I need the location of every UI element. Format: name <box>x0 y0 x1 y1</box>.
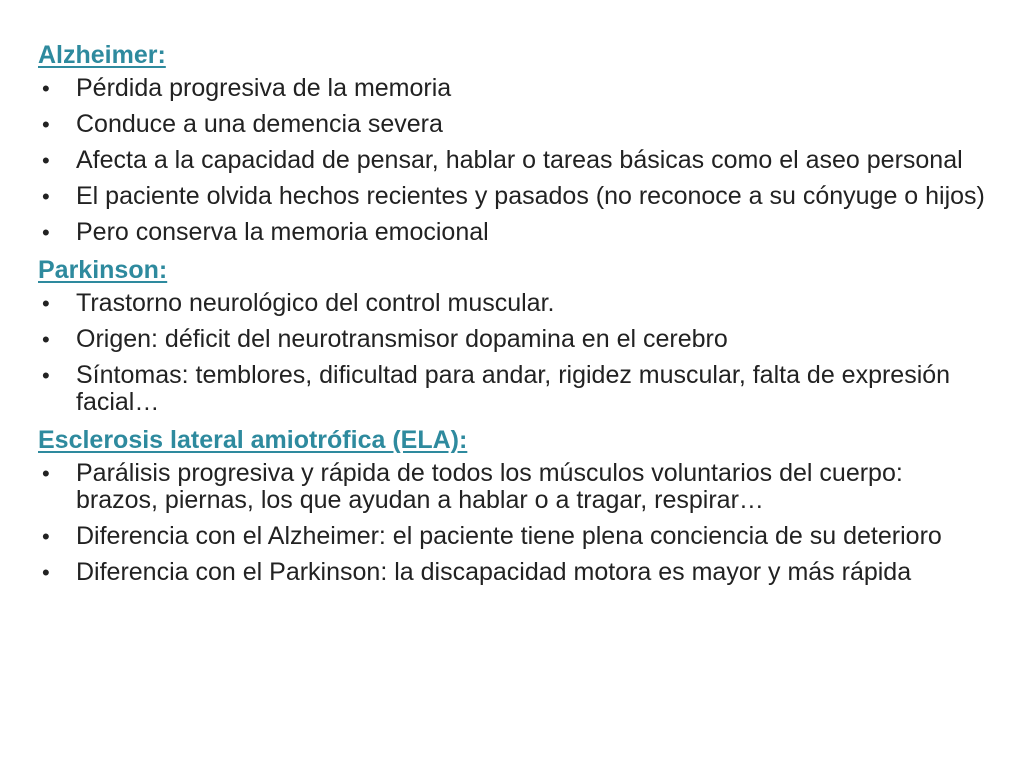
bullet-list-ela <box>38 460 988 586</box>
bullet-icon: • <box>42 112 50 137</box>
bullet-item <box>38 183 988 210</box>
bullet-icon: • <box>42 560 50 585</box>
bullet-item <box>38 362 988 416</box>
bullet-item <box>38 75 988 102</box>
bullet-item <box>38 290 988 317</box>
bullet-icon: • <box>42 291 50 316</box>
bullet-icon: • <box>42 461 50 486</box>
bullet-item <box>38 559 988 586</box>
bullet-item <box>38 147 988 174</box>
section-alzheimer <box>38 40 988 246</box>
section-heading-alzheimer: Alzheimer: <box>38 41 166 69</box>
bullet-item <box>38 326 988 353</box>
bullet-text: Parálisis progresiva y rápida de todos los músculos voluntarios del cuerpo: brazos, piernas, los que ayudan a hablar o a tragar, respirar… <box>76 459 903 514</box>
bullet-text: Origen: déficit del neurotransmisor dopamina en el cerebro <box>76 325 728 353</box>
bullet-text: El paciente olvida hechos recientes y pasados (no reconoce a su cónyuge o hijos) <box>76 182 985 210</box>
bullet-icon: • <box>42 148 50 173</box>
bullet-list-parkinson <box>38 290 988 416</box>
bullet-icon: • <box>42 363 50 388</box>
bullet-icon: • <box>42 184 50 209</box>
section-ela <box>38 425 988 586</box>
bullet-icon: • <box>42 220 50 245</box>
bullet-icon: • <box>42 76 50 101</box>
bullet-text: Diferencia con el Alzheimer: el paciente tiene plena conciencia de su deterioro <box>76 522 942 550</box>
bullet-item <box>38 111 988 138</box>
bullet-text: Trastorno neurológico del control muscular. <box>76 289 555 317</box>
bullet-item <box>38 460 988 514</box>
bullet-text: Pérdida progresiva de la memoria <box>76 74 452 102</box>
bullet-icon: • <box>42 524 50 549</box>
bullet-icon: • <box>42 327 50 352</box>
section-heading-ela: Esclerosis lateral amiotrófica (ELA): <box>38 426 468 454</box>
bullet-item <box>38 219 988 246</box>
section-heading-parkinson: Parkinson: <box>38 256 168 284</box>
bullet-text: Afecta a la capacidad de pensar, hablar o tareas básicas como el aseo personal <box>76 146 963 174</box>
bullet-list-alzheimer <box>38 75 988 246</box>
bullet-text: Conduce a una demencia severa <box>76 110 443 138</box>
bullet-text: Pero conserva la memoria emocional <box>76 218 489 246</box>
bullet-text: Diferencia con el Parkinson: la discapacidad motora es mayor y más rápida <box>76 558 912 586</box>
section-parkinson <box>38 255 988 416</box>
slide-content <box>38 40 988 595</box>
bullet-item <box>38 523 988 550</box>
bullet-text: Síntomas: temblores, dificultad para andar, rigidez muscular, falta de expresión facial… <box>76 361 951 416</box>
